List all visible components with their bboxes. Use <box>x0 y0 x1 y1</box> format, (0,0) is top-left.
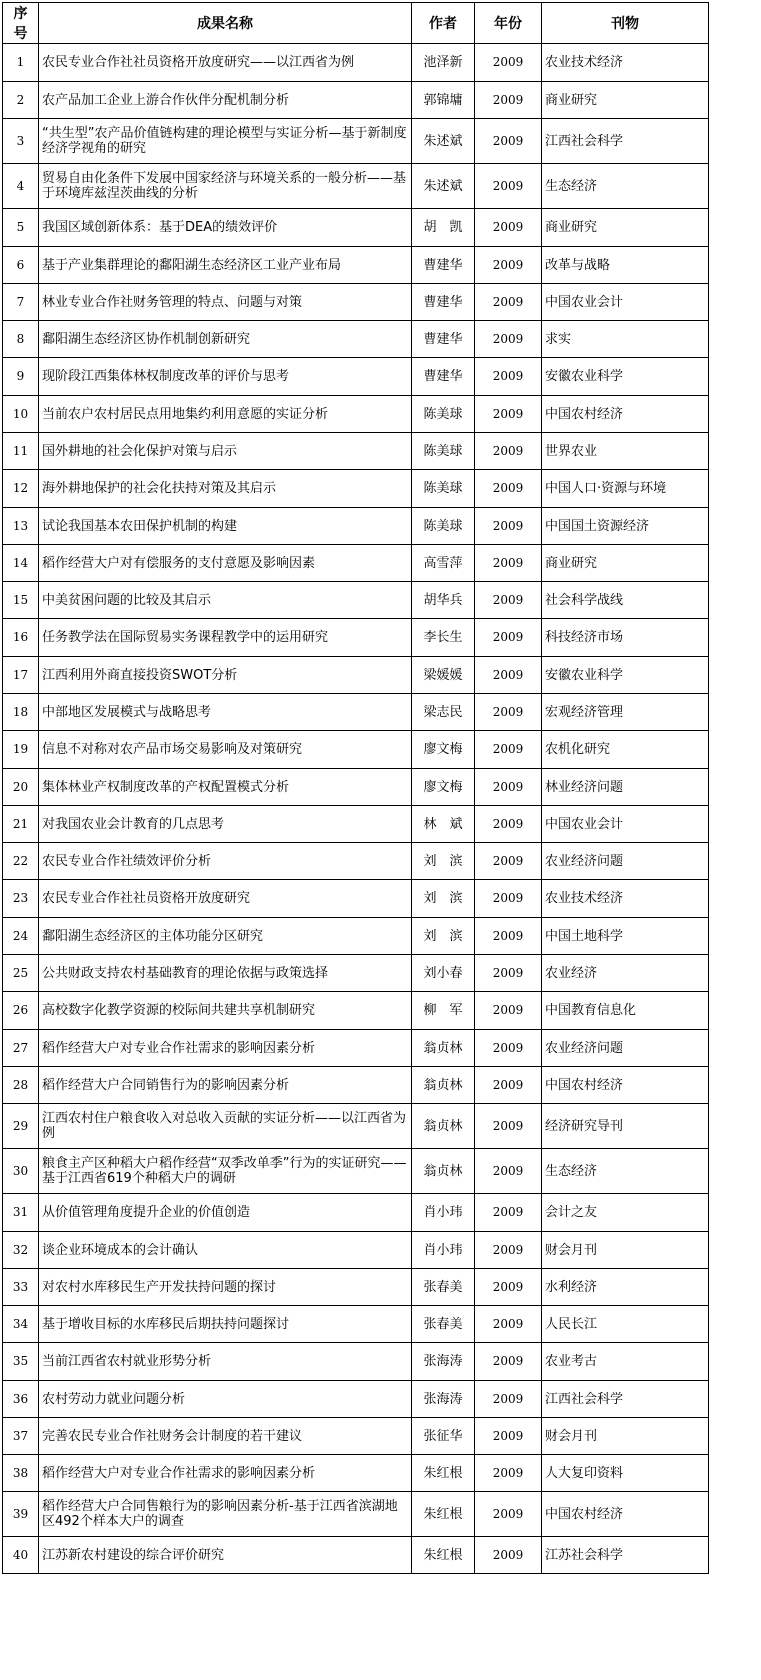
row-author: 林 斌 <box>412 806 475 843</box>
row-number: 24 <box>3 918 39 955</box>
row-journal: 中国土地科学 <box>542 918 709 955</box>
row-year: 2009 <box>475 1343 542 1381</box>
row-journal: 财会月刊 <box>542 1418 709 1455</box>
row-number: 39 <box>3 1492 39 1537</box>
row-journal: 中国教育信息化 <box>542 992 709 1030</box>
row-title: 信息不对称对农产品市场交易影响及对策研究 <box>39 731 412 769</box>
row-number: 31 <box>3 1194 39 1232</box>
header-year: 年份 <box>475 3 542 44</box>
row-journal: 林业经济问题 <box>542 769 709 806</box>
row-title: 中部地区发展模式与战略思考 <box>39 694 412 731</box>
row-author: 张征华 <box>412 1418 475 1455</box>
row-number: 38 <box>3 1455 39 1492</box>
row-number: 36 <box>3 1381 39 1418</box>
table-row <box>3 1030 709 1067</box>
row-title: 试论我国基本农田保护机制的构建 <box>39 508 412 545</box>
row-author: 翁贞林 <box>412 1149 475 1194</box>
table-row <box>3 321 709 358</box>
table-row <box>3 843 709 880</box>
row-year: 2009 <box>475 358 542 396</box>
row-number: 22 <box>3 843 39 880</box>
row-author: 翁贞林 <box>412 1067 475 1104</box>
header-no: 序号 <box>3 3 39 44</box>
row-author: 池泽新 <box>412 44 475 82</box>
row-author: 廖文梅 <box>412 769 475 806</box>
row-journal: 生态经济 <box>542 164 709 209</box>
row-author: 梁媛媛 <box>412 657 475 694</box>
row-author: 朱红根 <box>412 1492 475 1537</box>
row-title: 集体林业产权制度改革的产权配置模式分析 <box>39 769 412 806</box>
row-title: 鄱阳湖生态经济区协作机制创新研究 <box>39 321 412 358</box>
row-number: 10 <box>3 396 39 433</box>
table-row <box>3 1455 709 1492</box>
row-journal: 水利经济 <box>542 1269 709 1306</box>
row-author: 陈美球 <box>412 433 475 470</box>
table-row <box>3 545 709 582</box>
row-number: 7 <box>3 284 39 321</box>
row-title: 高校数字化教学资源的校际间共建共享机制研究 <box>39 992 412 1030</box>
table-row <box>3 1537 709 1574</box>
row-title: 江苏新农村建设的综合评价研究 <box>39 1537 412 1574</box>
row-author: 柳 军 <box>412 992 475 1030</box>
row-title: 现阶段江西集体林权制度改革的评价与思考 <box>39 358 412 396</box>
row-year: 2009 <box>475 396 542 433</box>
row-journal: 中国人口·资源与环境 <box>542 470 709 508</box>
row-journal: 生态经济 <box>542 1149 709 1194</box>
row-year: 2009 <box>475 731 542 769</box>
row-year: 2009 <box>475 1492 542 1537</box>
table-row <box>3 657 709 694</box>
row-title: 稻作经营大户对专业合作社需求的影响因素分析 <box>39 1030 412 1067</box>
row-journal: 中国农村经济 <box>542 1067 709 1104</box>
table-row <box>3 247 709 284</box>
row-number: 14 <box>3 545 39 582</box>
row-year: 2009 <box>475 164 542 209</box>
row-author: 朱述斌 <box>412 164 475 209</box>
row-number: 29 <box>3 1104 39 1149</box>
row-journal: 中国农村经济 <box>542 1492 709 1537</box>
row-title: 贸易自由化条件下发展中国家经济与环境关系的一般分析——基于环境库兹涅茨曲线的分析 <box>39 164 412 209</box>
row-author: 李长生 <box>412 619 475 657</box>
row-year: 2009 <box>475 1194 542 1232</box>
row-number: 17 <box>3 657 39 694</box>
row-title: 江西农村住户粮食收入对总收入贡献的实证分析——以江西省为例 <box>39 1104 412 1149</box>
row-title: 完善农民专业合作社财务会计制度的若干建议 <box>39 1418 412 1455</box>
row-journal: 江西社会科学 <box>542 119 709 164</box>
table-row <box>3 1194 709 1232</box>
row-number: 34 <box>3 1306 39 1343</box>
row-title: 稻作经营大户合同销售行为的影响因素分析 <box>39 1067 412 1104</box>
row-journal: 商业研究 <box>542 545 709 582</box>
row-title: 农村劳动力就业问题分析 <box>39 1381 412 1418</box>
row-year: 2009 <box>475 694 542 731</box>
row-year: 2009 <box>475 508 542 545</box>
row-number: 18 <box>3 694 39 731</box>
row-journal: 人民长江 <box>542 1306 709 1343</box>
row-journal: 农业经济问题 <box>542 1030 709 1067</box>
row-author: 张春美 <box>412 1306 475 1343</box>
row-year: 2009 <box>475 582 542 619</box>
row-author: 胡华兵 <box>412 582 475 619</box>
row-number: 9 <box>3 358 39 396</box>
row-number: 27 <box>3 1030 39 1067</box>
row-year: 2009 <box>475 1067 542 1104</box>
row-number: 12 <box>3 470 39 508</box>
row-number: 37 <box>3 1418 39 1455</box>
row-number: 2 <box>3 82 39 119</box>
row-journal: 世界农业 <box>542 433 709 470</box>
row-author: 陈美球 <box>412 508 475 545</box>
row-journal: 江苏社会科学 <box>542 1537 709 1574</box>
row-author: 高雪萍 <box>412 545 475 582</box>
row-title: 当前农户农村居民点用地集约利用意愿的实证分析 <box>39 396 412 433</box>
row-year: 2009 <box>475 1455 542 1492</box>
row-title: 鄱阳湖生态经济区的主体功能分区研究 <box>39 918 412 955</box>
header-author: 作者 <box>412 3 475 44</box>
table-row <box>3 1149 709 1194</box>
row-journal: 社会科学战线 <box>542 582 709 619</box>
row-journal: 人大复印资料 <box>542 1455 709 1492</box>
table-row <box>3 1418 709 1455</box>
table-row <box>3 880 709 918</box>
table-row <box>3 1269 709 1306</box>
row-journal: 中国国土资源经济 <box>542 508 709 545</box>
row-journal: 中国农业会计 <box>542 284 709 321</box>
row-title: 我国区域创新体系：基于DEA的绩效评价 <box>39 209 412 247</box>
table-row <box>3 1232 709 1269</box>
row-year: 2009 <box>475 1149 542 1194</box>
row-title: 基于产业集群理论的鄱阳湖生态经济区工业产业布局 <box>39 247 412 284</box>
header-journal: 刊物 <box>542 3 709 44</box>
row-title: 国外耕地的社会化保护对策与启示 <box>39 433 412 470</box>
row-year: 2009 <box>475 918 542 955</box>
row-journal: 农业经济问题 <box>542 843 709 880</box>
row-title: 当前江西省农村就业形势分析 <box>39 1343 412 1381</box>
row-author: 张春美 <box>412 1269 475 1306</box>
publications-table <box>2 2 709 1574</box>
row-title: 林业专业合作社财务管理的特点、问题与对策 <box>39 284 412 321</box>
row-author: 朱述斌 <box>412 119 475 164</box>
row-year: 2009 <box>475 119 542 164</box>
row-title: 农产品加工企业上游合作伙伴分配机制分析 <box>39 82 412 119</box>
row-year: 2009 <box>475 1537 542 1574</box>
row-journal: 安徽农业科学 <box>542 657 709 694</box>
row-title: 稻作经营大户对专业合作社需求的影响因素分析 <box>39 1455 412 1492</box>
row-year: 2009 <box>475 44 542 82</box>
row-author: 廖文梅 <box>412 731 475 769</box>
header-row <box>3 3 709 44</box>
row-journal: 商业研究 <box>542 209 709 247</box>
table-row <box>3 470 709 508</box>
row-year: 2009 <box>475 619 542 657</box>
row-author: 陈美球 <box>412 470 475 508</box>
row-title: 基于增收目标的水库移民后期扶持问题探讨 <box>39 1306 412 1343</box>
table-row <box>3 694 709 731</box>
row-journal: 农业考古 <box>542 1343 709 1381</box>
row-number: 13 <box>3 508 39 545</box>
table-row <box>3 209 709 247</box>
row-title: 农民专业合作社社员资格开放度研究——以江西省为例 <box>39 44 412 82</box>
table-row <box>3 619 709 657</box>
row-number: 20 <box>3 769 39 806</box>
row-journal: 农业技术经济 <box>542 880 709 918</box>
row-number: 40 <box>3 1537 39 1574</box>
row-author: 曹建华 <box>412 321 475 358</box>
table-row <box>3 955 709 992</box>
row-year: 2009 <box>475 806 542 843</box>
row-year: 2009 <box>475 955 542 992</box>
row-author: 陈美球 <box>412 396 475 433</box>
row-number: 5 <box>3 209 39 247</box>
row-year: 2009 <box>475 247 542 284</box>
row-number: 3 <box>3 119 39 164</box>
row-year: 2009 <box>475 769 542 806</box>
row-number: 30 <box>3 1149 39 1194</box>
row-title: 粮食主产区种稻大户稻作经营“双季改单季”行为的实证研究——基于江西省619个种稻大户的调研 <box>39 1149 412 1194</box>
table-row <box>3 731 709 769</box>
row-year: 2009 <box>475 470 542 508</box>
row-year: 2009 <box>475 1418 542 1455</box>
row-year: 2009 <box>475 1269 542 1306</box>
row-journal: 安徽农业科学 <box>542 358 709 396</box>
row-year: 2009 <box>475 992 542 1030</box>
row-year: 2009 <box>475 1104 542 1149</box>
table-row <box>3 1067 709 1104</box>
row-year: 2009 <box>475 545 542 582</box>
row-author: 曹建华 <box>412 247 475 284</box>
table-body <box>3 44 709 1574</box>
row-journal: 江西社会科学 <box>542 1381 709 1418</box>
row-number: 28 <box>3 1067 39 1104</box>
row-title: 谈企业环境成本的会计确认 <box>39 1232 412 1269</box>
row-author: 刘小春 <box>412 955 475 992</box>
row-number: 26 <box>3 992 39 1030</box>
row-journal: 农业技术经济 <box>542 44 709 82</box>
row-number: 33 <box>3 1269 39 1306</box>
row-journal: 农业经济 <box>542 955 709 992</box>
table-row <box>3 358 709 396</box>
row-year: 2009 <box>475 1381 542 1418</box>
row-title: 稻作经营大户合同售粮行为的影响因素分析-基于江西省滨湖地区492个样本大户的调查 <box>39 1492 412 1537</box>
table-row <box>3 1381 709 1418</box>
table-row <box>3 284 709 321</box>
row-author: 朱红根 <box>412 1455 475 1492</box>
row-number: 23 <box>3 880 39 918</box>
row-number: 8 <box>3 321 39 358</box>
row-title: 稻作经营大户对有偿服务的支付意愿及影响因素 <box>39 545 412 582</box>
row-number: 15 <box>3 582 39 619</box>
row-year: 2009 <box>475 1306 542 1343</box>
row-author: 翁贞林 <box>412 1030 475 1067</box>
row-title: “共生型”农产品价值链构建的理论模型与实证分析—基于新制度经济学视角的研究 <box>39 119 412 164</box>
table-row <box>3 82 709 119</box>
row-year: 2009 <box>475 657 542 694</box>
table-row <box>3 918 709 955</box>
row-author: 张海涛 <box>412 1381 475 1418</box>
row-journal: 求实 <box>542 321 709 358</box>
row-year: 2009 <box>475 1030 542 1067</box>
table-row <box>3 992 709 1030</box>
row-author: 梁志民 <box>412 694 475 731</box>
row-title: 海外耕地保护的社会化扶持对策及其启示 <box>39 470 412 508</box>
row-author: 张海涛 <box>412 1343 475 1381</box>
row-journal: 宏观经济管理 <box>542 694 709 731</box>
row-author: 翁贞林 <box>412 1104 475 1149</box>
row-author: 刘 滨 <box>412 880 475 918</box>
row-year: 2009 <box>475 433 542 470</box>
row-title: 农民专业合作社绩效评价分析 <box>39 843 412 880</box>
table-row <box>3 1306 709 1343</box>
row-number: 19 <box>3 731 39 769</box>
row-title: 江西利用外商直接投资SWOT分析 <box>39 657 412 694</box>
row-title: 农民专业合作社社员资格开放度研究 <box>39 880 412 918</box>
row-year: 2009 <box>475 321 542 358</box>
row-number: 11 <box>3 433 39 470</box>
row-title: 公共财政支持农村基础教育的理论依据与政策选择 <box>39 955 412 992</box>
row-title: 从价值管理角度提升企业的价值创造 <box>39 1194 412 1232</box>
row-year: 2009 <box>475 284 542 321</box>
row-author: 刘 滨 <box>412 918 475 955</box>
row-journal: 农机化研究 <box>542 731 709 769</box>
table-row <box>3 769 709 806</box>
row-title: 对农村水库移民生产开发扶持问题的探讨 <box>39 1269 412 1306</box>
row-title: 任务教学法在国际贸易实务课程教学中的运用研究 <box>39 619 412 657</box>
row-journal: 改革与战略 <box>542 247 709 284</box>
row-journal: 财会月刊 <box>542 1232 709 1269</box>
row-year: 2009 <box>475 843 542 880</box>
row-author: 肖小玮 <box>412 1232 475 1269</box>
row-number: 6 <box>3 247 39 284</box>
table-row <box>3 806 709 843</box>
row-number: 1 <box>3 44 39 82</box>
table-row <box>3 396 709 433</box>
row-year: 2009 <box>475 1232 542 1269</box>
row-author: 曹建华 <box>412 284 475 321</box>
row-title: 对我国农业会计教育的几点思考 <box>39 806 412 843</box>
row-year: 2009 <box>475 209 542 247</box>
row-author: 刘 滨 <box>412 843 475 880</box>
table-row <box>3 508 709 545</box>
row-number: 21 <box>3 806 39 843</box>
row-author: 肖小玮 <box>412 1194 475 1232</box>
table-row <box>3 433 709 470</box>
header-title: 成果名称 <box>39 3 412 44</box>
row-journal: 中国农业会计 <box>542 806 709 843</box>
row-number: 35 <box>3 1343 39 1381</box>
row-year: 2009 <box>475 880 542 918</box>
row-title: 中美贫困问题的比较及其启示 <box>39 582 412 619</box>
table-row <box>3 582 709 619</box>
row-number: 4 <box>3 164 39 209</box>
row-number: 16 <box>3 619 39 657</box>
table-row <box>3 164 709 209</box>
table-row <box>3 1492 709 1537</box>
row-number: 32 <box>3 1232 39 1269</box>
row-author: 郭锦墉 <box>412 82 475 119</box>
row-journal: 商业研究 <box>542 82 709 119</box>
table-row <box>3 119 709 164</box>
table-row <box>3 1343 709 1381</box>
row-year: 2009 <box>475 82 542 119</box>
table-row <box>3 44 709 82</box>
row-author: 胡 凯 <box>412 209 475 247</box>
row-author: 曹建华 <box>412 358 475 396</box>
row-journal: 科技经济市场 <box>542 619 709 657</box>
row-journal: 经济研究导刊 <box>542 1104 709 1149</box>
row-number: 25 <box>3 955 39 992</box>
row-author: 朱红根 <box>412 1537 475 1574</box>
table-row <box>3 1104 709 1149</box>
row-journal: 会计之友 <box>542 1194 709 1232</box>
row-journal: 中国农村经济 <box>542 396 709 433</box>
